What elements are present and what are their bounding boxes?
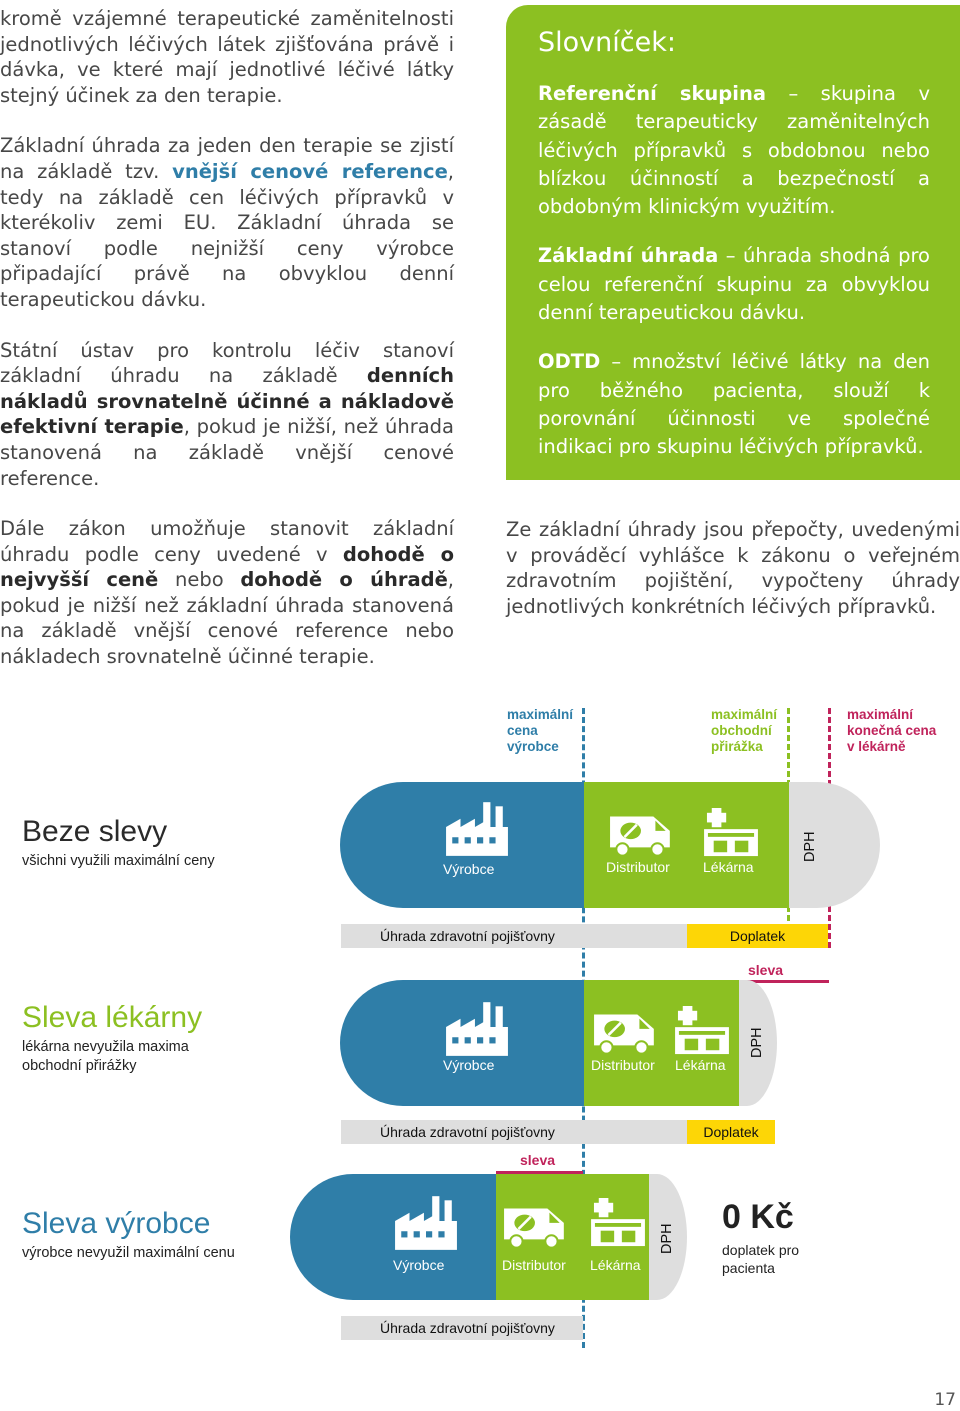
insurance-bar: Úhrada zdravotní pojišťovny — [341, 924, 687, 948]
scenario-title-no-discount: Beze slevy — [22, 815, 168, 848]
discount-label-pharmacy: sleva — [748, 962, 784, 978]
manufacturer-label: Výrobce — [393, 1257, 445, 1273]
discount-label-manufacturer: sleva — [520, 1152, 556, 1168]
pill-pharmacy-discount — [340, 980, 800, 1106]
glossary-item: ODTD – množství léčivé látky na den pro běžného pacienta, slouží k porovnání účinnosti ve společné indikaci pro skupinu léčivých přípravků. — [538, 350, 930, 459]
distributor-label: Distributor — [591, 1057, 655, 1073]
copayment-bar: Doplatek — [687, 924, 828, 948]
glossary-box — [506, 5, 960, 480]
paragraph-2: Základní úhrada za jeden den terapie se zjistí na základě tzv. vnější cenové reference, tedy na základě cen léčivých přípravků v kterékoliv zemi EU. Základní úhrada se stanoví podle nejnižší ceny výrobce připadající právě na obvyklou denní terapeutickou dávku. — [0, 134, 454, 311]
right-paragraph: Ze základní úhrady jsou přepočty, uvedenými v prováděcí vyhlášce k zákonu o veřejném zdravotním pojištění, vypočteny úhrady jednotlivých konkrétních léčivých přípravků. — [506, 518, 960, 618]
pharmacy-label: Lékárna — [675, 1057, 726, 1073]
paragraph-1: kromě vzájemné terapeutické zaměnitelnosti jednotlivých léčivých látek zjišťována právě i dávka, ve které mají jednotlivé léčivé látky stejný účinek za den terapie. — [0, 7, 454, 107]
insurance-bar: Úhrada zdravotní pojišťovny — [341, 1120, 687, 1144]
marker-trade-margin: maximální obchodní přirážka — [711, 707, 778, 754]
scenario-subtitle: lékárna nevyužila maxima obchodní přirážky — [22, 1039, 189, 1074]
distributor-label: Distributor — [606, 859, 670, 875]
vat-label: DPH — [659, 1223, 675, 1254]
insurance-bar: Úhrada zdravotní pojišťovny — [341, 1316, 583, 1340]
manufacturer-label: Výrobce — [443, 1057, 495, 1073]
manufacturer-label: Výrobce — [443, 861, 495, 877]
vat-label: DPH — [802, 831, 818, 862]
page-number: 17 — [934, 1390, 956, 1410]
distributor-label: Distributor — [502, 1257, 566, 1273]
pharmacy-label: Lékárna — [590, 1257, 641, 1273]
scenario-subtitle: výrobce nevyužil maximální cenu — [22, 1245, 235, 1261]
pill-manufacturer-discount — [290, 1174, 710, 1300]
left-column — [0, 6, 454, 695]
glossary-item: Referenční skupina – skupina v zásadě terapeuticky zaměnitelných léčivých přípravků s obdobnou nebo blízkou účinností a bezpečností a obdobným klinickým využitím. — [538, 82, 930, 219]
scenario-title-pharmacy-discount: Sleva lékárny — [22, 1001, 203, 1034]
glossary-title: Slovníček: — [538, 27, 676, 58]
vat-label: DPH — [749, 1027, 765, 1058]
paragraph-3: Státní ústav pro kontrolu léčiv stanoví základní úhradu na základě denních nákladů srovnatelně účinné a nákladově efektivní terapie, pokud je nižší, než úhrada stanovená na základě vnější cenové reference. — [0, 338, 454, 490]
pharmacy-label: Lékárna — [703, 859, 754, 875]
pill-no-discount — [340, 782, 880, 908]
external-reference-highlight: vnější cenové reference — [172, 159, 448, 183]
zero-copayment-note: doplatek pro pacienta — [722, 1242, 800, 1276]
copayment-bar: Doplatek — [687, 1120, 775, 1144]
scenario-title-manufacturer-discount: Sleva výrobce — [22, 1207, 211, 1240]
marker-final-price: maximální konečná cena v lékárně — [847, 707, 937, 754]
pill-manufacturer-segment — [290, 1174, 496, 1300]
scenario-subtitle: všichni využili maximální ceny — [22, 853, 215, 869]
glossary-item: Základní úhrada – úhrada shodná pro celou referenční skupinu za obvyklou denní terapeutickou dávku. — [538, 244, 930, 325]
zero-copayment-amount: 0 Kč — [722, 1198, 794, 1236]
marker-manufacturer-price: maximální cena výrobce — [507, 707, 574, 754]
paragraph-4: Dále zákon umožňuje stanovit základní úhradu podle ceny uvedené v dohodě o nejvyšší ceně nebo dohodě o úhradě, pokud je nižší než základní úhrada stanovená na základě vnější cenové reference nebo nákladech srovnatelně účinné terapie. — [0, 517, 454, 669]
